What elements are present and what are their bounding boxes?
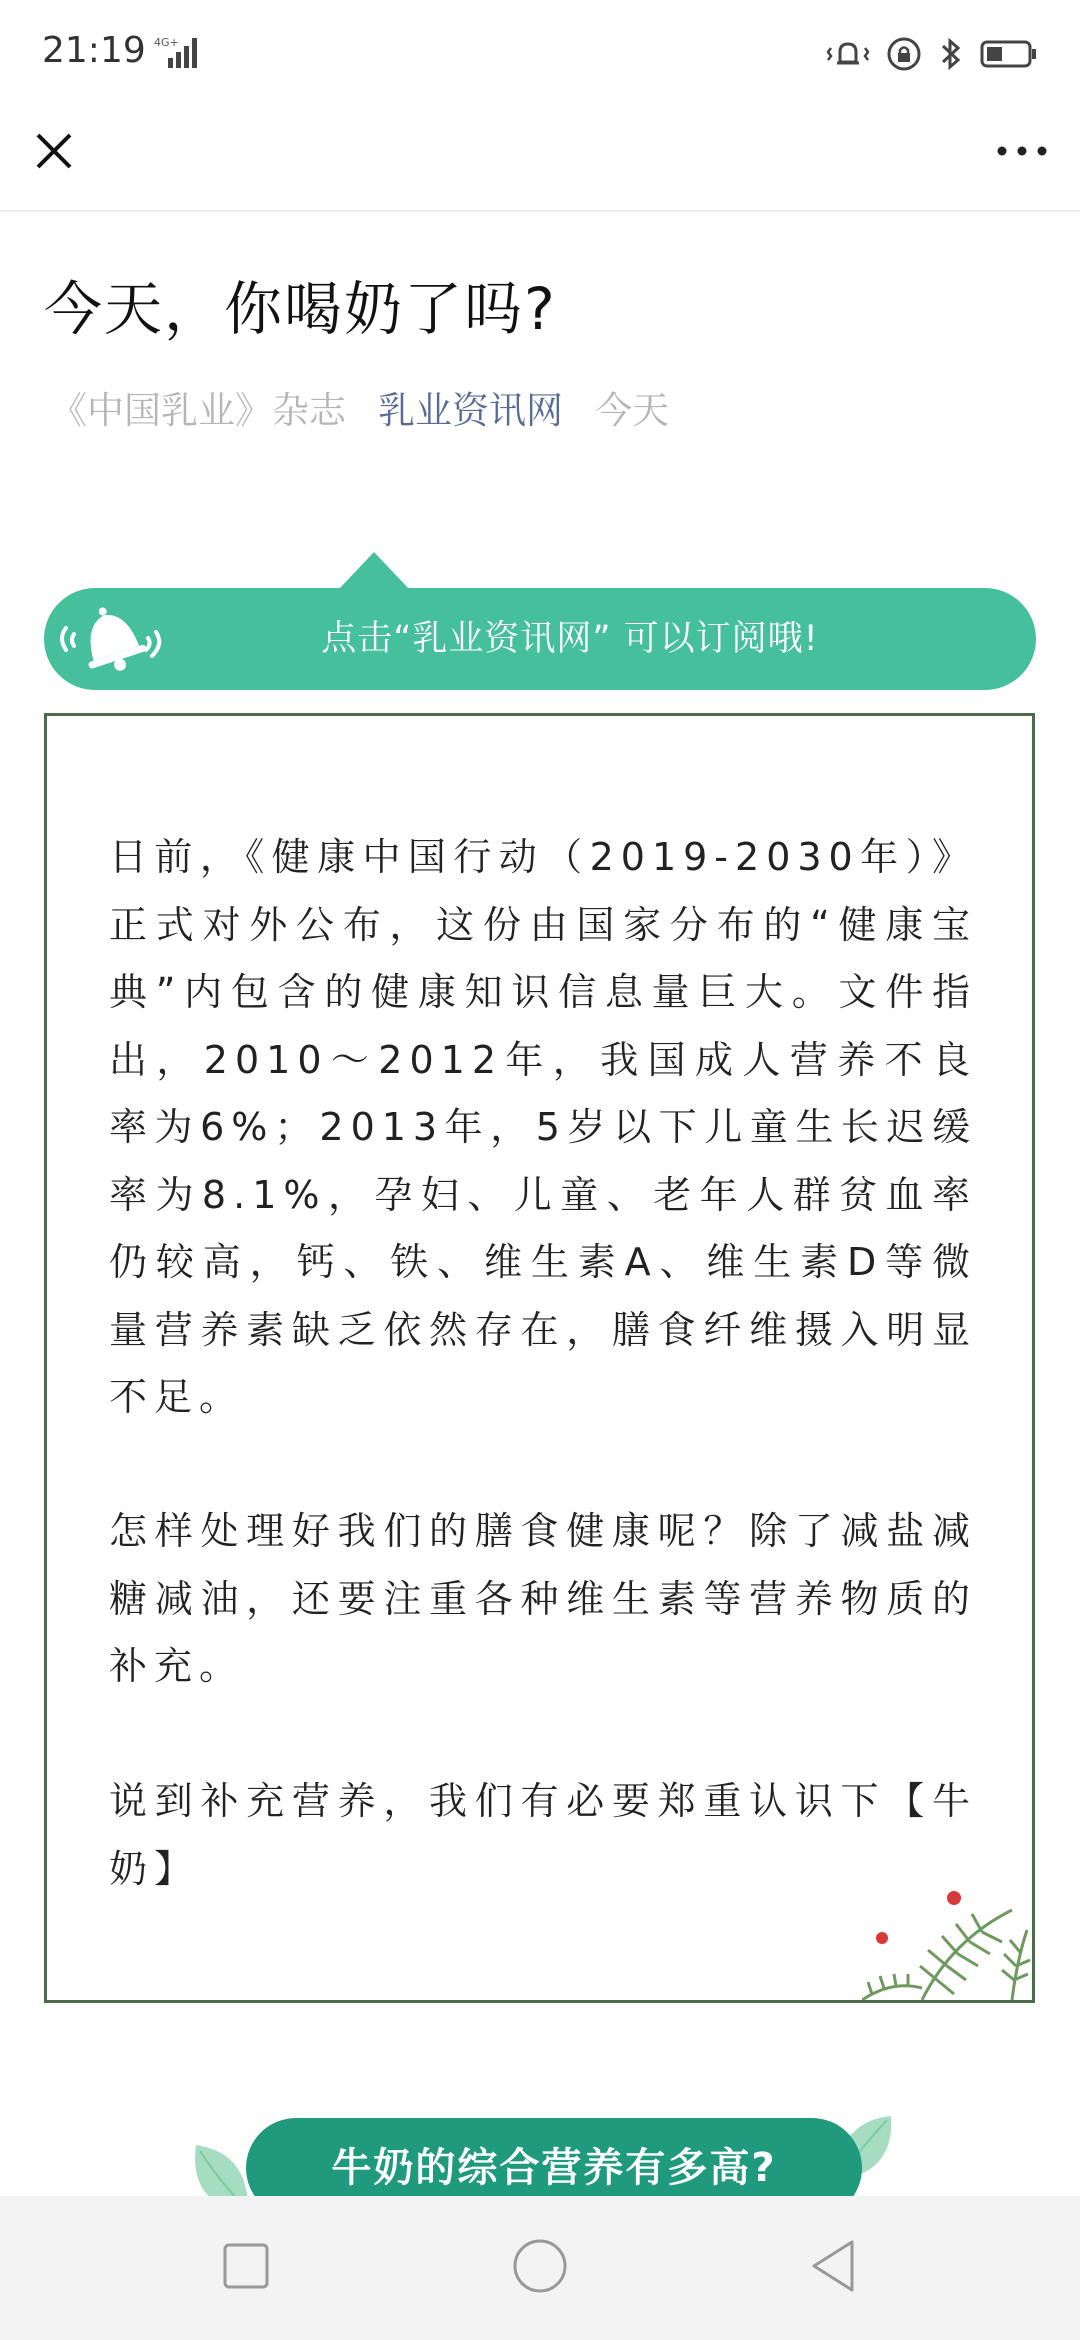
close-icon[interactable] (28, 125, 80, 177)
bluetooth-icon (938, 36, 964, 72)
network-type: 4G+ (154, 36, 179, 49)
more-icon[interactable] (992, 127, 1052, 175)
status-icons (826, 32, 1038, 76)
article-date: 今天 (595, 389, 669, 432)
section-heading: 牛奶的综合营养有多高? (331, 2145, 777, 2191)
account-link[interactable]: 乳业资讯网 (378, 389, 563, 432)
paragraph-2: 怎样处理好我们的膳食健康呢？除了减盐减糖减油，还要注重各种维生素等营养物质的补充。 (109, 1509, 977, 1688)
subscribe-text[interactable]: 点击“乳业资讯网” 可以订阅哦! (321, 619, 819, 659)
signal-icon (148, 34, 200, 72)
vibrate-icon (826, 36, 870, 72)
circle-icon[interactable] (510, 2236, 570, 2296)
paragraph-3: 说到补充营养，我们有必要郑重认识下【牛奶】 (109, 1779, 977, 1891)
square-icon[interactable] (216, 2236, 276, 2296)
article-content-box (44, 713, 1035, 2003)
status-bar (0, 0, 1080, 105)
rotation-lock-icon (886, 36, 922, 72)
article-source: 《中国乳业》杂志 (50, 389, 346, 432)
paragraph-1: 日前，《健康中国行动（2019-2030年）》正式对外公布，这份由国家分布的“健康宝典”内包含的健康知识信息量巨大。文件指出，2010～2012年，我国成人营养不良率为6%；2013年，5岁以下儿童生长迟缓率为8.1%，孕妇、儿童、老年人群贫血率仍较高，钙、铁、维生素A、维生素D等微量营养素缺乏依然存在，膳食纤维摄入明显不足。 (109, 835, 977, 1419)
banner-pointer (338, 552, 410, 590)
article-meta (50, 380, 669, 434)
pine-decoration-icon (862, 1870, 1032, 2000)
system-nav-bar (0, 2196, 1080, 2340)
triangle-back-icon[interactable] (804, 2236, 864, 2296)
battery-icon (980, 39, 1038, 69)
article-title: 今天，你喝奶了吗? (44, 275, 557, 343)
status-time: 21:19 (42, 30, 146, 71)
navbar (0, 105, 1080, 212)
